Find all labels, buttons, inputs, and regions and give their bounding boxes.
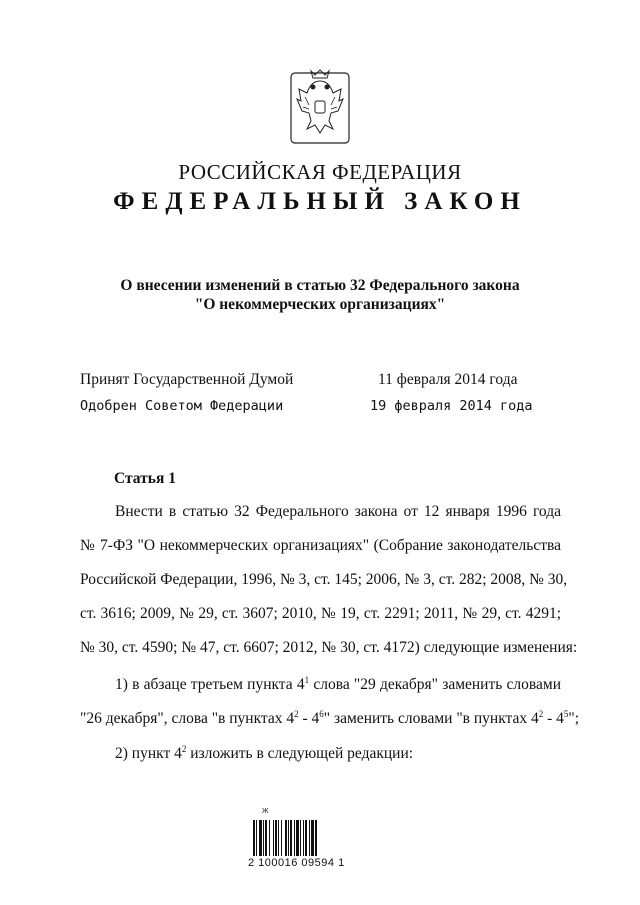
handwritten-mark: Ж [262, 808, 269, 815]
barcode-bar [278, 820, 279, 856]
barcode-bar [303, 820, 304, 856]
superscript: 2 [294, 709, 299, 719]
item-1-line-2 [80, 709, 580, 730]
barcode-bar [273, 820, 274, 856]
body-line: № 30, ст. 4590; № 47, ст. 6607; 2012, № 30, ст. 4172) следующие изменения: [80, 639, 578, 656]
superscript: 1 [304, 675, 310, 685]
barcode-bar [275, 820, 277, 856]
barcode-bar [311, 820, 314, 856]
item-2-text: 2) пункт 4 [115, 745, 182, 762]
barcode-bar [294, 820, 295, 856]
item-1-text: "26 декабря", слова "в пунктах 4 [80, 710, 295, 727]
item-1-text: слова "29 декабря" заменить словами [309, 676, 561, 693]
approval-label: Одобрен Советом Федерации [80, 398, 284, 414]
adoption-date: 11 февраля 2014 года [378, 371, 518, 388]
body-line: ст. 3616; 2009, № 29, ст. 3607; 2010, № 19, ст. 2291; 2011, № 29, ст. 4291; [80, 605, 561, 622]
barcode-bar [256, 820, 257, 856]
item-1-line-1 [115, 676, 561, 696]
barcode-bar [296, 820, 299, 856]
barcode-bar [315, 820, 317, 856]
item-2-text: изложить в следующей редакции: [186, 745, 414, 762]
item-1-text: " заменить словами "в пунктах 4 [323, 710, 539, 727]
approval-date: 19 февраля 2014 года [370, 398, 533, 414]
item-1-text: - 4 [543, 710, 564, 727]
barcode-bar [290, 820, 292, 856]
barcode-bar [269, 820, 270, 856]
coat-of-arms-emblem-icon [289, 67, 351, 145]
barcode-bar [285, 820, 287, 856]
country-name: РОССИЙСКАЯ ФЕДЕРАЦИЯ [178, 160, 462, 184]
body-line: Российской Федерации, 1996, № 3, ст. 145; 2006, № 3, ст. 282; 2008, № 30, [80, 571, 568, 588]
adoption-label: Принят Государственной Думой [80, 371, 294, 388]
body-line: Внести в статью 32 Федерального закона от 12 января 1996 года [115, 503, 561, 520]
barcode-bar [263, 820, 264, 856]
barcode-number: 2 100016 09594 1 [248, 857, 345, 869]
barcode-bar [300, 820, 301, 856]
superscript: 2 [181, 744, 187, 754]
document-type: ФЕДЕРАЛЬНЫЙ ЗАКОН [113, 188, 527, 215]
body-line: № 7-ФЗ "О некоммерческих организациях" (Собрание законодательства [80, 537, 561, 554]
barcode-bar [281, 820, 282, 856]
article-heading: Статья 1 [114, 470, 176, 487]
barcode-bar [265, 820, 267, 856]
item-1-text: - 4 [298, 710, 320, 727]
law-title [0, 276, 640, 314]
law-title-line-1: О внесении изменений в статью 32 Федерального закона [120, 277, 520, 294]
item-2-line [115, 745, 561, 765]
item-1-text: "; [568, 710, 580, 727]
barcode-bar [253, 820, 255, 856]
barcode-bar [305, 820, 307, 856]
barcode-bar [309, 820, 310, 856]
superscript: 2 [538, 709, 544, 719]
superscript: 5 [563, 709, 569, 719]
law-title-line-2: "О некоммерческих организациях" [194, 296, 446, 313]
barcode-bar [288, 820, 289, 856]
item-1-text: 1) в абзаце третьем пункта 4 [115, 676, 305, 693]
barcode-bar [259, 820, 262, 856]
barcode-image [252, 820, 348, 856]
superscript: 6 [319, 709, 324, 719]
